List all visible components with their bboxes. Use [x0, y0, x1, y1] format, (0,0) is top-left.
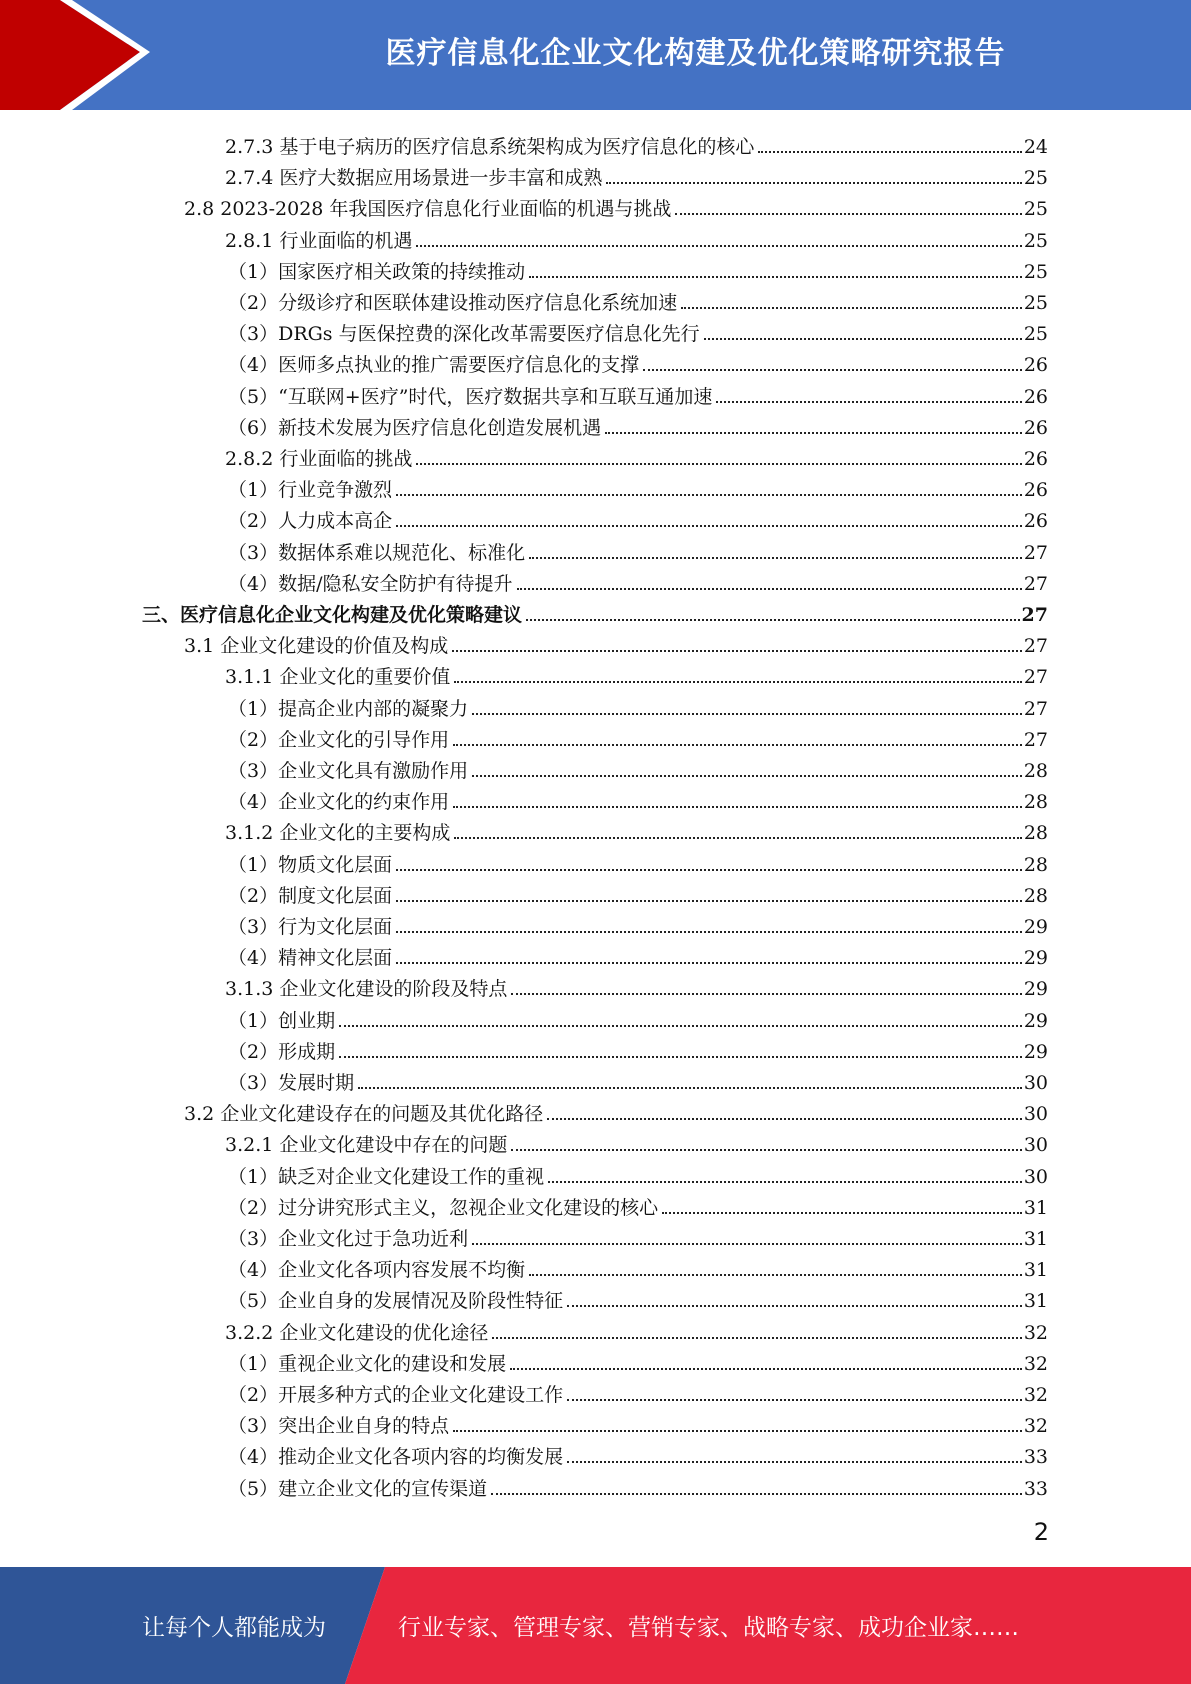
toc-entry[interactable]: [225, 222, 1048, 253]
toc-entry-title: （3）行为文化层面: [228, 916, 393, 938]
toc-entry-page: 24: [1023, 136, 1048, 158]
toc-entry[interactable]: [228, 1438, 1048, 1469]
toc-dot-leader: [510, 1368, 1022, 1370]
footer-slogan-left: 让每个人都能成为: [142, 1615, 326, 1641]
toc-dot-leader: [511, 993, 1021, 995]
toc-entry-page: 32: [1023, 1352, 1048, 1375]
toc-dot-leader: [453, 1430, 1022, 1432]
toc-entry-page: 27: [1023, 572, 1048, 595]
toc-entry-page: 28: [1023, 760, 1048, 782]
toc-dot-leader: [529, 1274, 1022, 1276]
toc-entry-page: 28: [1023, 884, 1048, 907]
toc-entry-title: （1）国家医疗相关政策的持续推动: [228, 260, 526, 283]
toc-dot-leader: [416, 245, 1021, 247]
toc-entry-page: 28: [1023, 853, 1048, 876]
report-title: 医疗信息化企业文化构建及优化策略研究报告: [385, 36, 1006, 71]
page-number: 2: [1033, 1518, 1049, 1546]
toc-dot-leader: [758, 151, 1021, 153]
toc-entry-title: （2）形成期: [228, 1040, 336, 1063]
toc-entry-title: （3）突出企业自身的特点: [228, 1415, 450, 1438]
toc-entry[interactable]: [225, 128, 1048, 159]
toc-entry-title: 2.7.3 基于电子病历的医疗信息系统架构成为医疗信息化的核心: [225, 136, 755, 158]
toc-entry-title: （4）精神文化层面: [228, 947, 393, 970]
toc-entry-page: 29: [1023, 978, 1048, 1001]
toc-entry-title: （1）创业期: [228, 1009, 336, 1032]
toc-entry-page: 33: [1023, 1446, 1048, 1469]
toc-entry-page: 30: [1023, 1134, 1048, 1157]
toc-entry-title: （6）新技术发展为医疗信息化创造发展机遇: [228, 416, 602, 439]
toc-dot-leader: [517, 588, 1022, 590]
toc-dot-leader: [704, 338, 1022, 340]
toc-entry[interactable]: [228, 315, 1048, 346]
toc-entry[interactable]: [228, 409, 1048, 440]
toc-entry-title: （2）分级诊疗和医联体建设推动医疗信息化系统加速: [228, 292, 678, 314]
toc-entry-title: （5）建立企业文化的宣传渠道: [228, 1477, 488, 1500]
toc-entry-page: 25: [1023, 292, 1048, 314]
toc-entry-page: 29: [1023, 916, 1048, 938]
toc-entry-title: （2）过分讲究形式主义，忽视企业文化建设的核心: [228, 1196, 659, 1219]
toc-dot-leader: [662, 1212, 1022, 1214]
toc-entry-page: 26: [1023, 479, 1048, 502]
toc-entry-page: 31: [1023, 1290, 1048, 1313]
toc-entry-page: 25: [1023, 323, 1048, 346]
toc-entry-page: 26: [1023, 448, 1048, 470]
toc-entry[interactable]: [228, 1002, 1048, 1033]
toc-entry-title: 2.8.1 行业面临的机遇: [225, 229, 413, 252]
toc-entry-page: 29: [1023, 1040, 1048, 1063]
toc-dot-leader: [675, 213, 1021, 215]
toc-entry[interactable]: [225, 658, 1048, 689]
toc-entry-title: （1）重视企业文化的建设和发展: [228, 1352, 507, 1375]
toc-entry[interactable]: [228, 1220, 1048, 1251]
toc-dot-leader: [681, 307, 1022, 309]
toc-dot-leader: [396, 962, 1022, 964]
toc-dot-leader: [396, 900, 1022, 902]
page-footer: [0, 1567, 1191, 1684]
toc-dot-leader: [454, 837, 1021, 839]
toc-entry-page: 28: [1023, 822, 1048, 845]
toc-entry-page: 29: [1023, 947, 1048, 970]
toc-dot-leader: [396, 931, 1022, 933]
toc-entry[interactable]: [228, 846, 1048, 877]
toc-entry-title: （1）缺乏对企业文化建设工作的重视: [228, 1165, 545, 1188]
toc-entry[interactable]: [228, 1282, 1048, 1313]
toc-entry[interactable]: [225, 814, 1048, 845]
toc-dot-leader: [529, 557, 1022, 559]
toc-entry[interactable]: [228, 1064, 1048, 1095]
toc-dot-leader: [472, 1243, 1022, 1245]
toc-dot-leader: [472, 713, 1022, 715]
toc-entry-title: （1）物质文化层面: [228, 853, 393, 876]
toc-dot-leader: [606, 182, 1021, 184]
toc-entry-page: 29: [1023, 1009, 1048, 1032]
toc-entry-title: （5）企业自身的发展情况及阶段性特征: [228, 1290, 564, 1313]
toc-entry-title: （4）企业文化各项内容发展不均衡: [228, 1259, 526, 1282]
toc-entry-page: 27: [1023, 697, 1048, 720]
toc-entry-title: （4）医师多点执业的推广需要医疗信息化的支撑: [228, 354, 640, 377]
toc-dot-leader: [491, 1493, 1022, 1495]
toc-entry[interactable]: [225, 1126, 1048, 1157]
toc-dot-leader: [339, 1025, 1022, 1027]
toc-dot-leader: [453, 806, 1022, 808]
toc-dot-leader: [548, 1181, 1022, 1183]
toc-entry[interactable]: [228, 378, 1048, 409]
toc-entry-page: 31: [1023, 1196, 1048, 1219]
toc-dot-leader: [396, 869, 1022, 871]
toc-entry[interactable]: [225, 970, 1048, 1001]
toc-dot-leader: [567, 1461, 1022, 1463]
toc-entry[interactable]: [184, 190, 1048, 221]
toc-entry-page: 25: [1023, 198, 1048, 221]
toc-entry-page: 31: [1023, 1259, 1048, 1282]
toc-entry-page: 27: [1023, 541, 1048, 564]
toc-entry-title: （5）“互联网+医疗”时代，医疗数据共享和互联互通加速: [228, 385, 713, 408]
toc-entry[interactable]: [228, 877, 1048, 908]
toc-entry[interactable]: [228, 565, 1048, 596]
toc-entry-page: 32: [1023, 1321, 1048, 1344]
toc-dot-leader: [358, 1087, 1022, 1089]
toc-entry-page: 25: [1023, 229, 1048, 252]
toc-entry-title: （3）DRGs 与医保控费的深化改革需要医疗信息化先行: [228, 323, 700, 346]
toc-entry-page: 25: [1023, 260, 1048, 283]
toc-entry-title: 3.1.1 企业文化的重要价值: [225, 666, 451, 689]
toc-dot-leader: [567, 1399, 1022, 1401]
toc-dot-leader: [605, 432, 1022, 434]
toc-entry-title: （2）制度文化层面: [228, 884, 393, 907]
toc-entry[interactable]: [228, 534, 1048, 565]
toc-entry[interactable]: [228, 1251, 1048, 1282]
toc-entry[interactable]: [184, 1095, 1048, 1126]
toc-entry-title: （3）数据体系难以规范化、标准化: [228, 541, 526, 564]
toc-entry-title: （1）提高企业内部的凝聚力: [228, 697, 469, 720]
toc-entry-title: （4）企业文化的约束作用: [228, 791, 450, 814]
toc-entry-title: （2）企业文化的引导作用: [228, 728, 450, 751]
toc-dot-leader: [492, 1337, 1021, 1339]
toc-entry[interactable]: [225, 1314, 1048, 1345]
toc-dot-leader: [452, 650, 1022, 652]
toc-dot-leader: [416, 463, 1021, 465]
toc-dot-leader: [547, 1118, 1022, 1120]
toc-entry-title: （1）行业竞争激烈: [228, 479, 393, 502]
toc-entry[interactable]: [228, 1189, 1048, 1220]
toc-entry-page: 30: [1023, 1072, 1048, 1094]
toc-entry[interactable]: [228, 471, 1048, 502]
toc-entry-title: 3.2.1 企业文化建设中存在的问题: [225, 1134, 508, 1157]
toc-entry[interactable]: [228, 253, 1048, 284]
footer-slogan-right: 行业专家、管理专家、营销专家、战略专家、成功企业家……: [398, 1615, 1019, 1641]
toc-entry-page: 31: [1023, 1228, 1048, 1250]
toc-entry-page: 33: [1023, 1477, 1048, 1500]
toc-entry-page: 27: [1023, 666, 1048, 689]
toc-dot-leader: [396, 494, 1022, 496]
toc-entry-page: 26: [1023, 385, 1048, 408]
toc-entry-page: 25: [1023, 167, 1048, 190]
toc-entry[interactable]: [228, 1158, 1048, 1189]
toc-entry[interactable]: [228, 1345, 1048, 1376]
toc-entry[interactable]: [228, 690, 1048, 721]
toc-entry[interactable]: [184, 627, 1048, 658]
toc-dot-leader: [511, 1149, 1021, 1151]
toc-entry-title: 3.2.2 企业文化建设的优化途径: [225, 1321, 489, 1344]
header-chevron-decoration: [0, 0, 160, 110]
toc-entry-title: 2.7.4 医疗大数据应用场景进一步丰富和成熟: [225, 167, 603, 190]
toc-dot-leader: [453, 744, 1022, 746]
toc-entry-page: 32: [1023, 1415, 1048, 1438]
toc-entry-page: 26: [1023, 354, 1048, 377]
toc-dot-leader: [396, 525, 1022, 527]
toc-entry-title: 2.8 2023-2028 年我国医疗信息化行业面临的机遇与挑战: [184, 198, 672, 221]
toc-entry-title: （4）数据/隐私安全防护有待提升: [228, 572, 513, 595]
toc-entry-page: 27: [1021, 604, 1048, 626]
toc-entry-page: 30: [1023, 1103, 1048, 1126]
toc-entry[interactable]: [228, 502, 1048, 533]
toc-dot-leader: [472, 775, 1022, 777]
toc-entry[interactable]: [228, 939, 1048, 970]
toc-entry[interactable]: [228, 721, 1048, 752]
toc-entry-page: 27: [1023, 728, 1048, 751]
toc-entry-page: 27: [1023, 635, 1048, 658]
toc-entry-page: 26: [1023, 510, 1048, 533]
toc-entry-title: （2）人力成本高企: [228, 510, 393, 533]
toc-entry[interactable]: [228, 1470, 1048, 1501]
toc-entry[interactable]: [228, 346, 1048, 377]
toc-entry-title: 2.8.2 行业面临的挑战: [225, 448, 413, 470]
toc-entry[interactable]: [225, 440, 1048, 471]
toc-entry[interactable]: [228, 1033, 1048, 1064]
toc-entry-title: 三、医疗信息化企业文化构建及优化策略建议: [142, 604, 523, 626]
toc-entry[interactable]: [228, 783, 1048, 814]
toc-dot-leader: [643, 369, 1022, 371]
toc-dot-leader: [526, 619, 1020, 621]
toc-entry[interactable]: [228, 1407, 1048, 1438]
toc-entry-title: 3.1 企业文化建设的价值及构成: [184, 635, 449, 658]
toc-entry-title: （3）企业文化过于急功近利: [228, 1228, 469, 1250]
page-header: [0, 0, 1191, 110]
toc-entry-title: 3.1.2 企业文化的主要构成: [225, 822, 451, 845]
toc-entry-title: （3）企业文化具有激励作用: [228, 760, 469, 782]
toc-entry-title: 3.1.3 企业文化建设的阶段及特点: [225, 978, 508, 1001]
toc-entry-title: （4）推动企业文化各项内容的均衡发展: [228, 1446, 564, 1469]
toc-entry-page: 28: [1023, 791, 1048, 814]
toc-entry[interactable]: [142, 596, 1048, 627]
toc-entry[interactable]: [228, 1376, 1048, 1407]
toc-entry[interactable]: [228, 752, 1048, 783]
toc-entry-title: （3）发展时期: [228, 1072, 355, 1094]
toc-entry[interactable]: [228, 284, 1048, 315]
toc-entry[interactable]: [225, 159, 1048, 190]
toc-entry-title: （2）开展多种方式的企业文化建设工作: [228, 1384, 564, 1406]
toc-entry-page: 26: [1023, 416, 1048, 439]
toc-dot-leader: [339, 1056, 1022, 1058]
toc-entry-page: 32: [1023, 1384, 1048, 1406]
toc-dot-leader: [454, 681, 1021, 683]
toc-entry-page: 30: [1023, 1165, 1048, 1188]
toc-entry[interactable]: [228, 908, 1048, 939]
toc-dot-leader: [716, 401, 1021, 403]
toc-dot-leader: [529, 276, 1022, 278]
toc-dot-leader: [567, 1305, 1022, 1307]
toc-entry-title: 3.2 企业文化建设存在的问题及其优化路径: [184, 1103, 544, 1126]
